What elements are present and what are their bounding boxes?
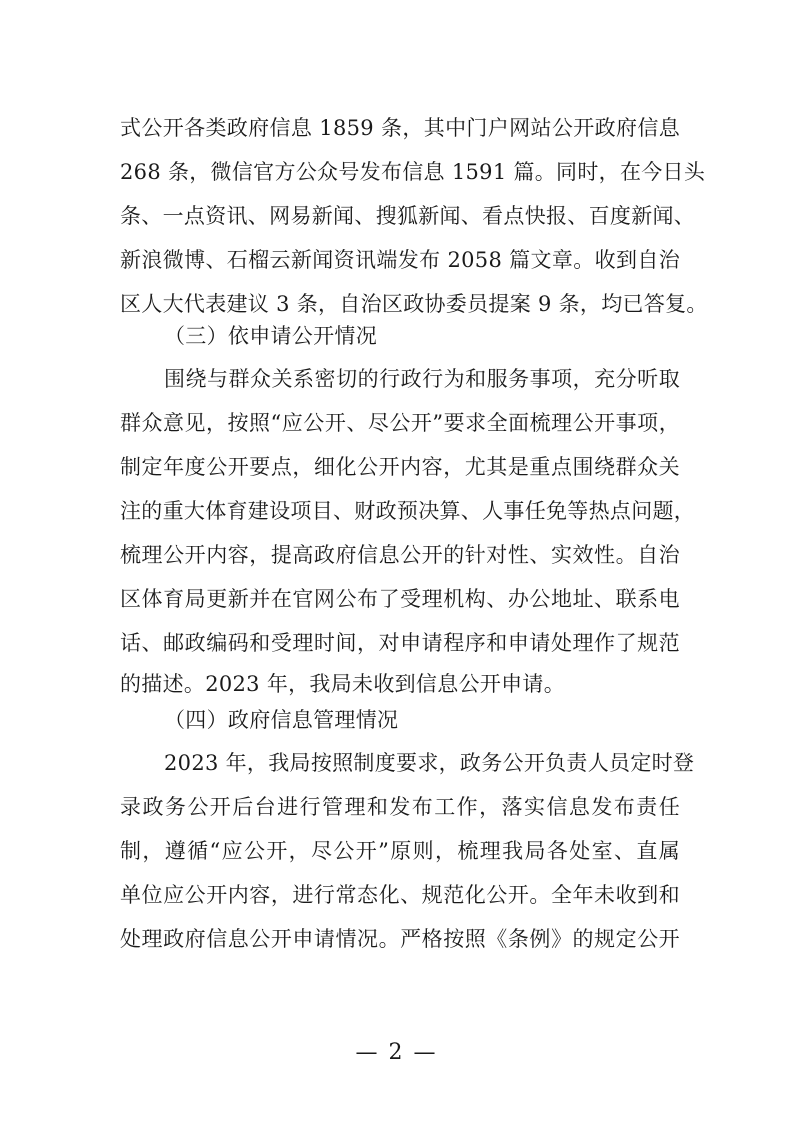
text-line: 话、邮政编码和受理时间，对申请程序和申请处理作了规范	[120, 631, 680, 655]
text-line: 注的重大体育建设项目、财政预决算、人事任免等热点问题，	[120, 499, 696, 523]
section-heading-4: （四）政府信息管理情况	[164, 708, 399, 732]
text-line: 单位应公开内容，进行常态化、规范化公开。全年未收到和	[120, 883, 680, 907]
text-line: 2023 年，我局按照制度要求，政务公开负责人员定时登	[164, 751, 695, 775]
text-line: 梳理公开内容，提高政府信息公开的针对性、实效性。自治	[120, 543, 680, 567]
text-line: 群众意见，按照“应公开、尽公开”要求全面梳理公开事项，	[120, 411, 680, 435]
text-line: 的描述。2023 年，我局未收到信息公开申请。	[120, 672, 566, 696]
text-line: 条、一点资讯、网易新闻、搜狐新闻、看点快报、百度新闻、	[120, 204, 696, 228]
section-heading-3: （三）依申请公开情况	[164, 324, 377, 348]
text-line: 268 条，微信官方公众号发布信息 1591 篇。同时，在今日头	[120, 160, 706, 184]
page-number: — 2 —	[355, 1040, 438, 1065]
text-line: 录政务公开后台进行管理和发布工作，落实信息发布责任	[120, 795, 680, 819]
text-line: 式公开各类政府信息 1859 条，其中门户网站公开政府信息	[120, 116, 680, 140]
text-line: 围绕与群众关系密切的行政行为和服务事项，充分听取	[164, 367, 680, 391]
text-line: 区体育局更新并在官网公布了受理机构、办公地址、联系电	[120, 587, 680, 611]
text-line: 制定年度公开要点，细化公开内容，尤其是重点围绕群众关	[120, 455, 680, 479]
text-line: 区人大代表建议 3 条，自治区政协委员提案 9 条，均已答复。	[120, 292, 708, 316]
text-line: 制，遵循“应公开，尽公开”原则，梳理我局各处室、直属	[120, 839, 680, 863]
text-line: 处理政府信息公开申请情况。严格按照《条例》的规定公开	[120, 927, 680, 951]
text-line: 新浪微博、石榴云新闻资讯端发布 2058 篇文章。收到自治	[120, 248, 680, 272]
